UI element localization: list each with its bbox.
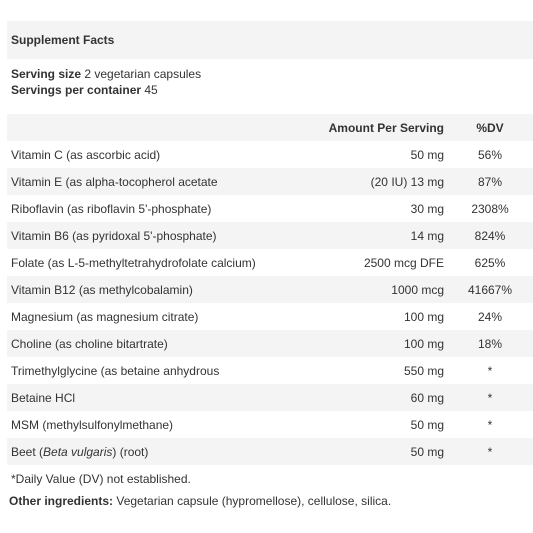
serving-size-value: 2 vegetarian capsules bbox=[81, 67, 202, 81]
nutrient-name: Betaine HCl bbox=[11, 390, 76, 405]
nutrient-amount: 60 mg bbox=[410, 390, 444, 405]
nutrient-dv: * bbox=[487, 417, 493, 432]
nutrient-name: Vitamin C (as ascorbic acid) bbox=[11, 147, 161, 162]
nutrient-amount: 1000 mcg bbox=[391, 282, 444, 297]
table-row bbox=[7, 168, 533, 195]
nutrient-table bbox=[7, 114, 533, 465]
nutrient-dv: 41667% bbox=[467, 282, 513, 297]
table-header bbox=[7, 114, 533, 141]
nutrient-amount: 100 mg bbox=[403, 309, 444, 324]
table-row bbox=[7, 195, 533, 222]
servings-per-container bbox=[11, 82, 201, 98]
nutrient-dv: 18% bbox=[477, 336, 503, 351]
page-title: Supplement Facts bbox=[11, 33, 115, 47]
nutrient-name-suffix: ) (root) bbox=[112, 444, 149, 459]
nutrient-name bbox=[11, 445, 148, 459]
header-amount: Amount Per Serving bbox=[328, 120, 444, 135]
nutrient-amount: 550 mg bbox=[403, 363, 444, 378]
nutrient-amount: 100 mg bbox=[403, 336, 444, 351]
nutrient-name: Vitamin E (as alpha-tocopherol acetate bbox=[11, 174, 218, 189]
nutrient-dv: 625% bbox=[474, 255, 506, 270]
nutrient-amount: 50 mg bbox=[410, 147, 444, 162]
nutrient-dv: 2308% bbox=[471, 201, 509, 216]
nutrient-dv: 56% bbox=[477, 147, 503, 162]
nutrient-name: MSM (methylsulfonylmethane) bbox=[11, 417, 174, 432]
header-dv: %DV bbox=[476, 120, 504, 135]
serving-info bbox=[11, 66, 201, 98]
serving-size bbox=[11, 66, 201, 82]
nutrient-dv: 87% bbox=[477, 174, 503, 189]
nutrient-name: Trimethylglycine (as betaine anhydrous bbox=[11, 363, 220, 378]
nutrient-amount: 2500 mcg DFE bbox=[363, 255, 444, 270]
table-row bbox=[7, 303, 533, 330]
servings-per-container-value: 45 bbox=[141, 83, 158, 97]
nutrient-amount: 30 mg bbox=[410, 201, 444, 216]
nutrient-name-prefix: Beet ( bbox=[11, 444, 44, 459]
table-row bbox=[7, 411, 533, 438]
table-row bbox=[7, 438, 533, 465]
nutrient-amount: 50 mg bbox=[410, 417, 444, 432]
servings-per-container-label: Servings per container bbox=[11, 83, 142, 97]
nutrient-dv: * bbox=[487, 363, 493, 378]
other-ingredients bbox=[9, 494, 391, 508]
table-row bbox=[7, 330, 533, 357]
nutrient-name-italic: Beta vulgaris bbox=[43, 444, 113, 459]
table-body bbox=[7, 141, 533, 465]
nutrient-amount: (20 IU) 13 mg bbox=[370, 174, 444, 189]
other-ingredients-value: Vegetarian capsule (hypromellose), cellulose, silica. bbox=[113, 494, 392, 508]
nutrient-name: Magnesium (as magnesium citrate) bbox=[11, 309, 199, 324]
serving-size-label: Serving size bbox=[11, 67, 82, 81]
table-row bbox=[7, 276, 533, 303]
nutrient-name: Choline (as choline bitartrate) bbox=[11, 336, 168, 351]
nutrient-amount: 14 mg bbox=[410, 228, 444, 243]
nutrient-dv: * bbox=[487, 390, 493, 405]
nutrient-name: Vitamin B6 (as pyridoxal 5'-phosphate) bbox=[11, 228, 217, 243]
other-ingredients-label: Other ingredients: bbox=[9, 494, 114, 508]
nutrient-dv: 824% bbox=[474, 228, 506, 243]
table-row bbox=[7, 357, 533, 384]
table-row bbox=[7, 141, 533, 168]
nutrient-name: Folate (as L-5-methyltetrahydrofolate calcium) bbox=[11, 255, 256, 270]
nutrient-dv: 24% bbox=[477, 309, 503, 324]
nutrient-name: Riboflavin (as riboflavin 5'-phosphate) bbox=[11, 201, 212, 216]
title-bar bbox=[7, 21, 533, 59]
nutrient-name: Vitamin B12 (as methylcobalamin) bbox=[11, 282, 193, 297]
nutrient-amount: 50 mg bbox=[410, 444, 444, 459]
table-row bbox=[7, 249, 533, 276]
daily-value-footnote: *Daily Value (DV) not established. bbox=[11, 472, 191, 486]
table-row bbox=[7, 384, 533, 411]
table-row bbox=[7, 222, 533, 249]
nutrient-dv: * bbox=[487, 444, 493, 459]
